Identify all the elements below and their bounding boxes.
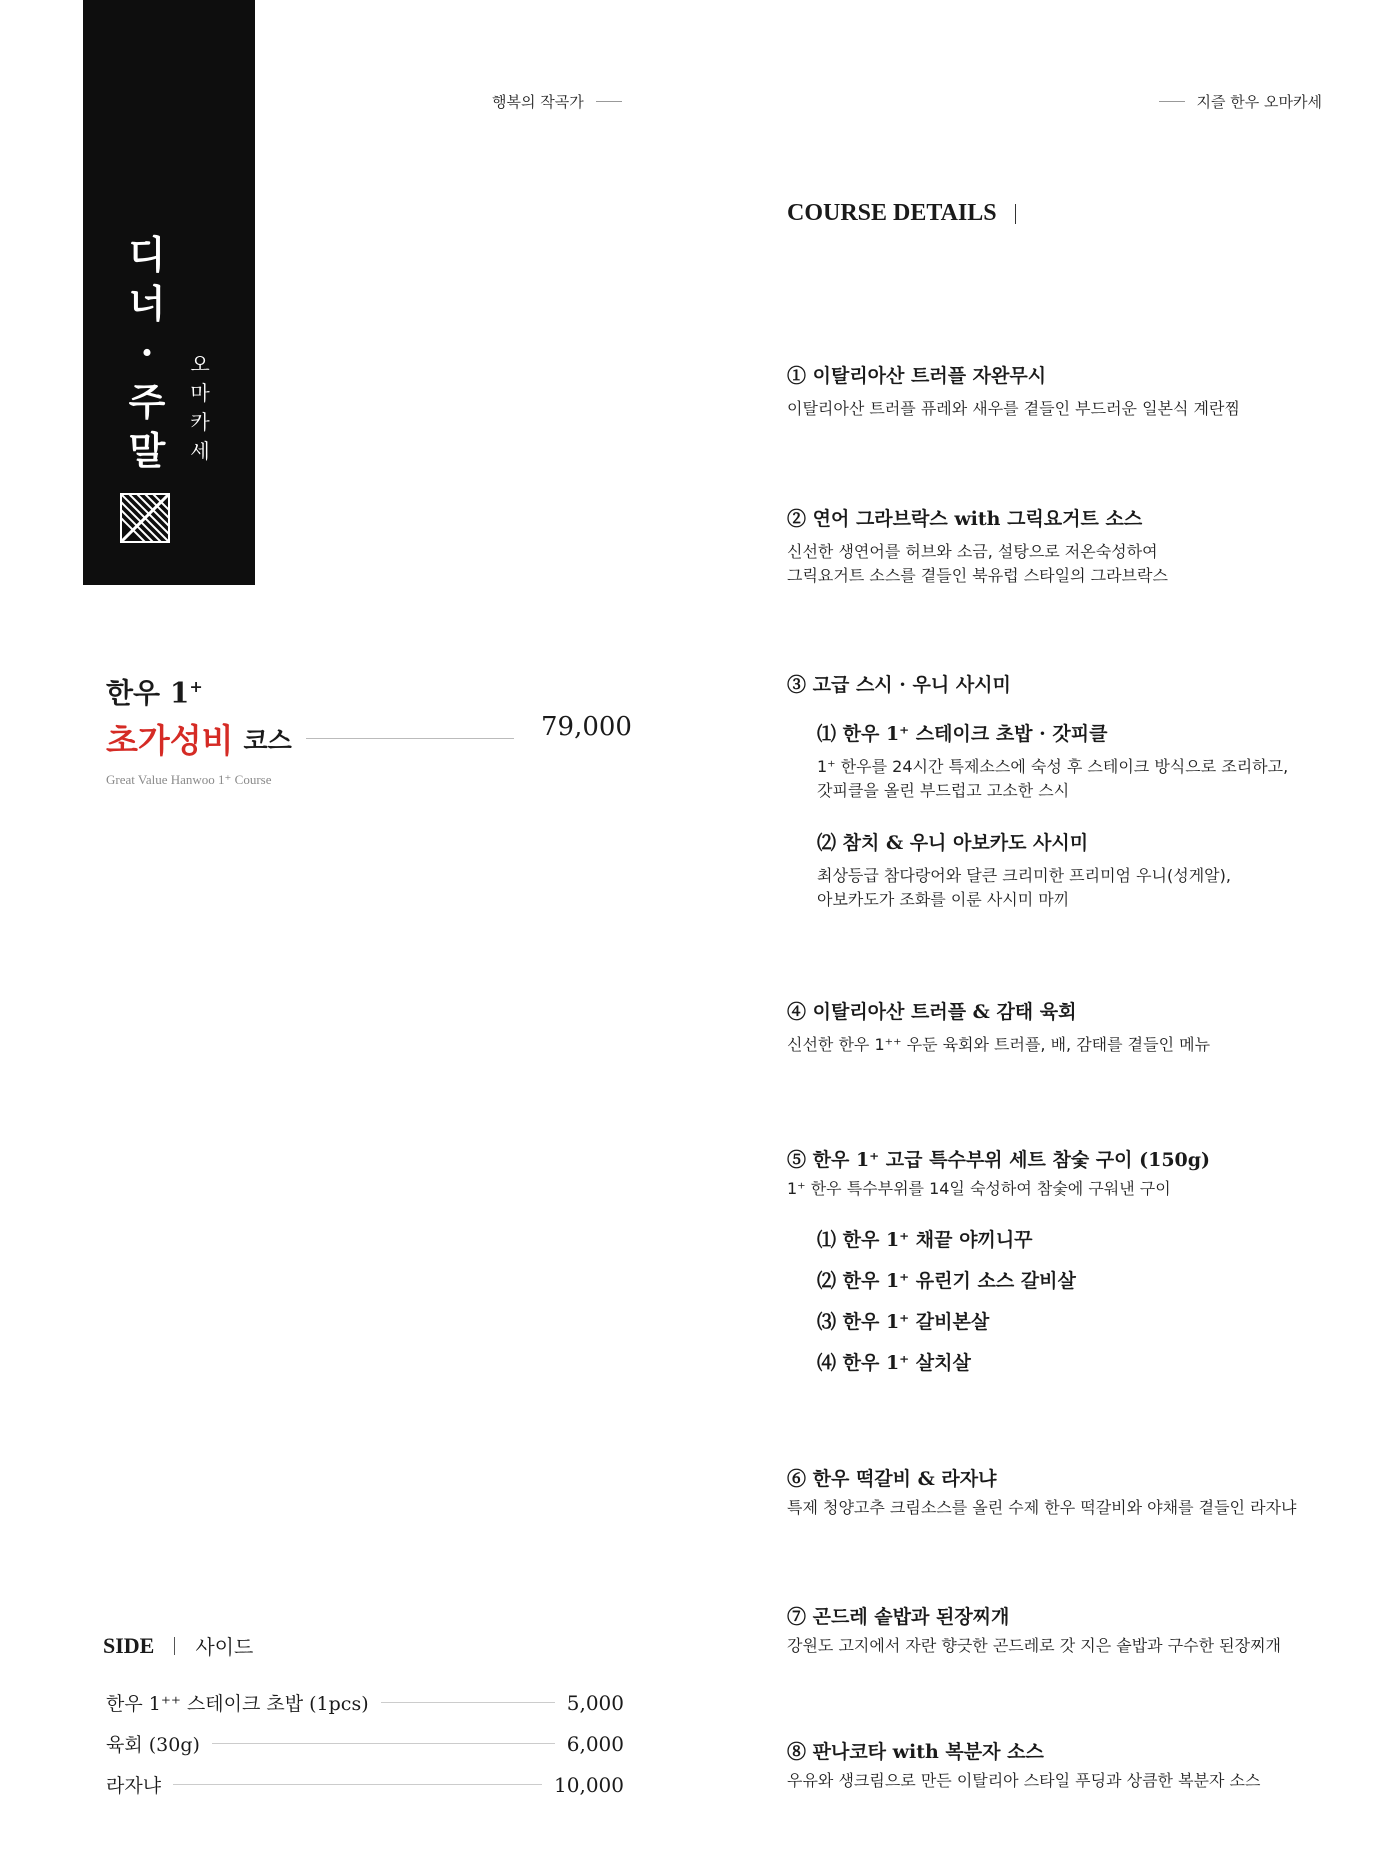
banner-subtitle-char: 카 xyxy=(190,410,210,434)
course-item-3 xyxy=(787,672,1347,698)
side-item-price: 5,000 xyxy=(566,1690,624,1715)
header-right xyxy=(1159,91,1322,112)
course-sub-item-title: ⑴ 한우 1⁺ 스테이크 초밥 · 갓피클 xyxy=(817,723,1108,745)
course-sub-item-desc xyxy=(817,864,1347,912)
course-item-desc-line: 신선한 생연어를 허브와 소금, 설탕으로 저온숙성하여 xyxy=(787,542,1158,561)
course-item-title: ⑤ 한우 1⁺ 고급 특수부위 세트 참숯 구이 (150g) xyxy=(787,1149,1211,1171)
course-item-title: ① 이탈리아산 트러플 자완무시 xyxy=(787,365,1047,387)
course-grade-text: 한우 1 xyxy=(106,676,190,710)
banner-title-char: 주 xyxy=(128,379,166,424)
course-details-heading: COURSE DETAILS xyxy=(787,200,997,226)
course-item-2 xyxy=(787,506,1347,588)
side-item-price: 6,000 xyxy=(566,1731,624,1756)
side-title-divider xyxy=(174,1637,175,1655)
course-sub-item xyxy=(817,1227,1347,1253)
header-right-divider xyxy=(1159,101,1185,102)
course-item-5 xyxy=(787,1147,1347,1201)
side-item-name: 라자냐 xyxy=(106,1775,162,1797)
side-item-name: 한우 1⁺⁺ 스테이크 초밥 (1pcs) xyxy=(106,1693,369,1715)
side-item xyxy=(106,1689,624,1716)
course-sub-item-desc xyxy=(817,755,1347,803)
course-item-desc: 우유와 생크림으로 만든 이탈리아 스타일 푸딩과 상큼한 복분자 소스 xyxy=(787,1771,1261,1790)
header-left xyxy=(492,91,622,112)
course-item-title: ③ 고급 스시 · 우니 사시미 xyxy=(787,674,1011,696)
side-item-leader xyxy=(212,1743,555,1744)
banner-title-char: 디 xyxy=(128,232,166,277)
header-left-divider xyxy=(596,101,622,102)
course-item-7 xyxy=(787,1604,1347,1658)
course-item-6 xyxy=(787,1466,1347,1520)
course-sub-item xyxy=(817,721,1347,803)
side-item-price: 10,000 xyxy=(554,1772,624,1797)
course-english-name: Great Value Hanwoo 1⁺ Course xyxy=(106,772,272,788)
course-item-title: ④ 이탈리아산 트러플 & 감태 육회 xyxy=(787,1001,1077,1023)
side-item-leader xyxy=(173,1784,542,1785)
course-item-desc: 특제 청양고추 크림소스를 올린 수제 한우 떡갈비와 야채를 곁들인 라자냐 xyxy=(787,1498,1297,1517)
course-item-desc: 신선한 한우 1⁺⁺ 우둔 육회와 트러플, 배, 감태를 곁들인 메뉴 xyxy=(787,1035,1211,1054)
side-item-leader xyxy=(381,1702,555,1703)
course-item-desc: 강원도 고지에서 자란 향긋한 곤드레로 갓 지은 솥밥과 구수한 된장찌개 xyxy=(787,1636,1281,1655)
course-sub-item xyxy=(817,1268,1347,1294)
side-item-name: 육회 (30g) xyxy=(106,1734,200,1756)
course-item-title: ② 연어 그라브락스 with 그릭요거트 소스 xyxy=(787,508,1143,530)
course-suffix: 코스 xyxy=(243,725,292,755)
banner-title xyxy=(127,230,167,475)
course-sub-item-title: ⑶ 한우 1⁺ 갈비본살 xyxy=(817,1311,990,1333)
diagonal-lines-logo-icon xyxy=(120,493,170,543)
course-sub-item-title: ⑷ 한우 1⁺ 살치살 xyxy=(817,1352,971,1374)
course-sub-item-title: ⑵ 한우 1⁺ 유린기 소스 갈비살 xyxy=(817,1270,1076,1292)
header-left-text: 행복의 작곡가 xyxy=(492,93,584,111)
price-leader-line xyxy=(306,738,514,739)
course-details-divider xyxy=(1015,204,1016,224)
course-price: 79,000 xyxy=(541,712,632,742)
course-item-title: ⑥ 한우 떡갈비 & 라자냐 xyxy=(787,1468,997,1490)
course-item-desc xyxy=(787,540,1347,588)
course-details-title xyxy=(787,200,1016,227)
course-highlight: 초가성비 xyxy=(106,721,234,761)
course-sub-item-desc-line: 갓피클을 올린 부드럽고 고소한 스시 xyxy=(817,781,1070,800)
banner-subtitle xyxy=(186,350,214,466)
banner-title-char: · xyxy=(140,330,154,375)
course-item-title: ⑦ 곤드레 솥밥과 된장찌개 xyxy=(787,1606,1010,1628)
course-grade-sup: + xyxy=(189,677,203,696)
course-item-4 xyxy=(787,999,1347,1057)
course-sub-item-desc-line: 1⁺ 한우를 24시간 특제소스에 숙성 후 스테이크 방식으로 조리하고, xyxy=(817,757,1289,776)
course-sub-item xyxy=(817,830,1347,912)
course-item-1 xyxy=(787,363,1347,421)
course-name-block xyxy=(106,668,632,788)
course-sub-item xyxy=(817,1350,1347,1376)
course-item-8 xyxy=(787,1739,1347,1793)
course-item-desc: 이탈리아산 트러플 퓨레와 새우를 곁들인 부드러운 일본식 계란찜 xyxy=(787,399,1240,418)
side-title-ko: 사이드 xyxy=(195,1635,254,1659)
course-sub-item-desc-line: 아보카도가 조화를 이룬 사시미 마끼 xyxy=(817,890,1070,909)
banner-title-char: 너 xyxy=(128,281,166,326)
side-item xyxy=(106,1730,624,1757)
banner-subtitle-char: 마 xyxy=(190,381,210,405)
banner-subtitle-char: 세 xyxy=(190,439,210,463)
header-right-text: 지즐 한우 오마카세 xyxy=(1196,93,1322,111)
course-sub-item-desc-line: 최상등급 참다랑어와 달큰 크리미한 프리미엄 우니(성게알), xyxy=(817,866,1231,885)
side-item xyxy=(106,1771,624,1798)
side-title-en: SIDE xyxy=(103,1632,155,1658)
course-item-desc: 1⁺ 한우 특수부위를 14일 숙성하여 참숯에 구워낸 구이 xyxy=(787,1179,1171,1198)
course-sub-item-title: ⑵ 참치 & 우니 아보카도 사시미 xyxy=(817,832,1089,854)
course-grade xyxy=(106,668,514,712)
side-title xyxy=(103,1631,253,1660)
banner-title-char: 말 xyxy=(128,428,166,473)
course-item-desc-line: 그릭요거트 소스를 곁들인 북유럽 스타일의 그라브락스 xyxy=(787,566,1168,585)
course-item-title: ⑧ 판나코타 with 복분자 소스 xyxy=(787,1741,1044,1763)
banner-subtitle-char: 오 xyxy=(190,352,210,376)
course-sub-item-title: ⑴ 한우 1⁺ 채끝 야끼니꾸 xyxy=(817,1229,1033,1251)
course-sub-item xyxy=(817,1309,1347,1335)
